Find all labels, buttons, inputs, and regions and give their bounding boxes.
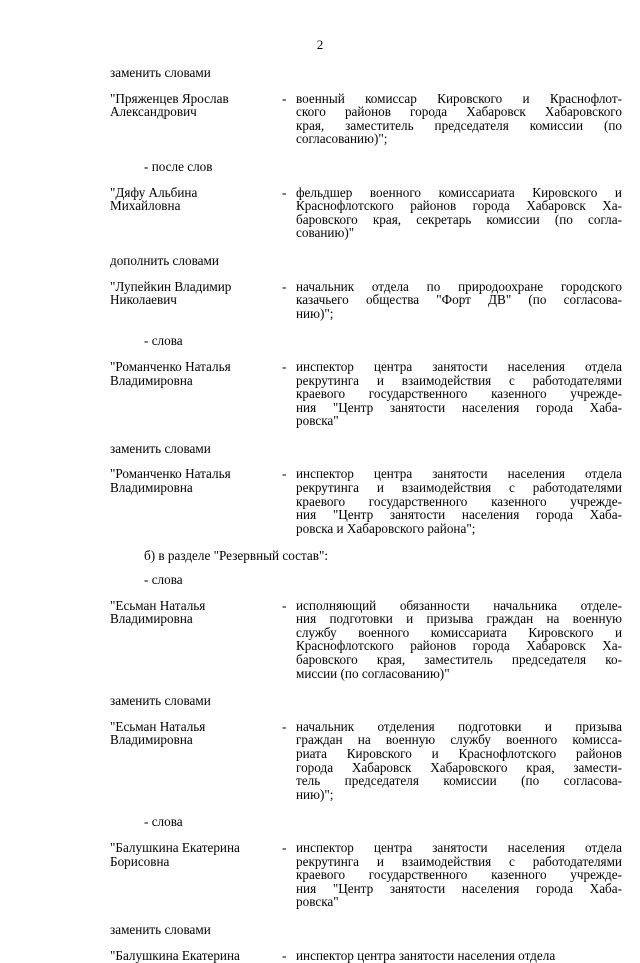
person-name-line: "Есьман Наталья bbox=[110, 718, 206, 734]
person-entry bbox=[110, 186, 622, 240]
description-line: согласованию)"; bbox=[296, 131, 388, 147]
spacer bbox=[110, 563, 622, 573]
description-line: военный комиссар Кировского и Краснофлот- bbox=[296, 90, 622, 106]
dash-separator: - bbox=[282, 358, 287, 374]
spacer bbox=[110, 80, 622, 92]
dash-separator: - bbox=[282, 466, 287, 482]
person-name-line: "Романченко Наталья bbox=[110, 466, 231, 482]
position-description bbox=[296, 467, 622, 535]
description-line: казачьего общества "Форт ДВ" (по согласова- bbox=[296, 292, 622, 308]
spacer bbox=[110, 909, 622, 923]
person-name bbox=[110, 949, 282, 963]
description-line: рекрутинга и взаимодействия с работодателями bbox=[296, 480, 622, 496]
person-name bbox=[110, 360, 282, 387]
description-line: краевого государственного казенного учрежде- bbox=[296, 386, 622, 402]
description-line: ния "Центр занятости населения города Хаба- bbox=[296, 399, 622, 415]
spacer bbox=[110, 680, 622, 694]
position-description bbox=[296, 841, 622, 909]
description-line: инспектор центра занятости населения отдела bbox=[296, 466, 622, 482]
dash-separator: - bbox=[282, 597, 287, 613]
dash-separator: - bbox=[282, 947, 287, 963]
description-line: инспектор центра занятости населения отдела bbox=[296, 839, 622, 855]
person-name bbox=[110, 599, 282, 626]
person-name bbox=[110, 720, 282, 747]
person-name-line: "Романченко Наталья bbox=[110, 358, 231, 374]
description-line: исполняющий обязанности начальника отделе- bbox=[296, 597, 622, 613]
position-description bbox=[296, 280, 622, 321]
description-line: граждан на военную службу военного комисса- bbox=[296, 732, 622, 748]
person-name-line: "Балушкина Екатерина bbox=[110, 839, 240, 855]
person-name-line: Александрович bbox=[110, 104, 197, 120]
description-line: ровска" bbox=[296, 894, 339, 910]
dash-separator: - bbox=[282, 718, 287, 734]
description-line: баровского края, заместитель председателя ко- bbox=[296, 652, 622, 667]
person-entry bbox=[110, 280, 622, 321]
spacer bbox=[110, 587, 622, 599]
description-line: баровского края, секретарь комиссии (по согла- bbox=[296, 211, 622, 227]
description-line: рекрутинга и взаимодействия с работодателями bbox=[296, 372, 622, 388]
person-entry bbox=[110, 467, 622, 535]
position-description bbox=[296, 720, 622, 802]
description-line: ского районов города Хабаровск Хабаровского bbox=[296, 104, 622, 120]
description-line: края, заместитель председателя комиссии (по bbox=[296, 117, 622, 133]
section-label: - после слов bbox=[144, 158, 213, 174]
person-entry bbox=[110, 92, 622, 146]
section-label: заменить словами bbox=[110, 693, 211, 709]
person-name bbox=[110, 467, 282, 494]
person-name-line: "Дяфу Альбина bbox=[110, 184, 198, 200]
spacer bbox=[110, 801, 622, 815]
position-description bbox=[296, 949, 622, 963]
description-line: миссии (по согласованию)" bbox=[296, 665, 450, 681]
person-name-line: "Балушкина Екатерина bbox=[110, 947, 240, 963]
description-line: риата Кировского и Краснофлотского районов bbox=[296, 745, 622, 761]
person-entry bbox=[110, 720, 622, 802]
person-entry bbox=[110, 841, 622, 909]
person-name-line: "Пряженцев Ярослав bbox=[110, 90, 229, 106]
description-line: инспектор центра занятости населения отдела bbox=[296, 947, 556, 963]
description-line: начальник отделения подготовки и призыва bbox=[296, 718, 622, 734]
description-line: краевого государственного казенного учрежде- bbox=[296, 493, 622, 509]
description-line: службу военного комиссариата Кировского и bbox=[296, 624, 622, 640]
description-line: Краснофлотского районов города Хабаровск Ха- bbox=[296, 198, 622, 214]
person-name bbox=[110, 280, 282, 307]
description-line: ровска" bbox=[296, 413, 339, 429]
spacer bbox=[110, 708, 622, 720]
person-name-line: Борисовна bbox=[110, 853, 170, 869]
description-line: Краснофлотского районов города Хабаровск Ха- bbox=[296, 638, 622, 654]
section-label: - слова bbox=[144, 814, 183, 830]
person-name bbox=[110, 92, 282, 119]
person-name bbox=[110, 186, 282, 213]
spacer bbox=[110, 146, 622, 160]
person-name-line: "Есьман Наталья bbox=[110, 597, 206, 613]
section-label: заменить словами bbox=[110, 921, 211, 937]
description-line: ния подготовки и призыва граждан на военную bbox=[296, 611, 622, 627]
description-line: рекрутинга и взаимодействия с работодателями bbox=[296, 853, 622, 869]
description-line: ровска и Хабаровского района"; bbox=[296, 520, 476, 536]
person-name-line: Николаевич bbox=[110, 292, 177, 308]
description-line: тель председателя комиссии (по согласова- bbox=[296, 773, 622, 789]
description-line: инспектор центра занятости населения отдела bbox=[296, 358, 622, 374]
description-line: ния "Центр занятости населения города Хаба- bbox=[296, 507, 622, 523]
position-description bbox=[296, 360, 622, 428]
description-line: начальник отдела по природоохране городского bbox=[296, 278, 622, 294]
dash-separator: - bbox=[282, 839, 287, 855]
dash-separator: - bbox=[282, 90, 287, 106]
person-name-line: Михайловна bbox=[110, 198, 181, 214]
person-name-line: Владимировна bbox=[110, 611, 193, 627]
person-name-line: Владимировна bbox=[110, 732, 193, 748]
person-entry bbox=[110, 360, 622, 428]
spacer bbox=[110, 535, 622, 549]
section-label: заменить словами bbox=[110, 65, 211, 80]
person-entry bbox=[110, 949, 622, 963]
position-description bbox=[296, 599, 622, 681]
position-description bbox=[296, 92, 622, 146]
person-name-line: "Лупейкин Владимир bbox=[110, 278, 232, 294]
section-label: б) в разделе "Резервный состав": bbox=[144, 548, 329, 564]
page-number: 2 bbox=[316, 37, 324, 52]
section-label: заменить словами bbox=[110, 440, 211, 456]
description-line: нию)"; bbox=[296, 786, 334, 802]
dash-separator: - bbox=[282, 184, 287, 200]
spacer bbox=[110, 937, 622, 949]
description-line: фельдшер военного комиссариата Кировского и bbox=[296, 184, 622, 200]
description-line: города Хабаровск Хабаровского края, замести- bbox=[296, 759, 622, 775]
description-line: ния "Центр занятости населения города Хаба- bbox=[296, 880, 622, 896]
section-label: - слова bbox=[144, 572, 183, 588]
spacer bbox=[110, 428, 622, 442]
spacer bbox=[110, 240, 622, 254]
document-body bbox=[110, 66, 622, 962]
spacer bbox=[110, 320, 622, 334]
section-label: дополнить словами bbox=[110, 252, 219, 268]
position-description bbox=[296, 186, 622, 240]
description-line: сованию)" bbox=[296, 225, 355, 241]
person-name-line: Владимировна bbox=[110, 372, 193, 388]
spacer bbox=[110, 174, 622, 186]
spacer bbox=[110, 268, 622, 280]
person-name-line: Владимировна bbox=[110, 480, 193, 496]
person-name bbox=[110, 841, 282, 868]
description-line: краевого государственного казенного учрежде- bbox=[296, 867, 622, 883]
section-label: - слова bbox=[144, 333, 183, 349]
description-line: нию)"; bbox=[296, 305, 334, 321]
dash-separator: - bbox=[282, 278, 287, 294]
person-entry bbox=[110, 599, 622, 681]
